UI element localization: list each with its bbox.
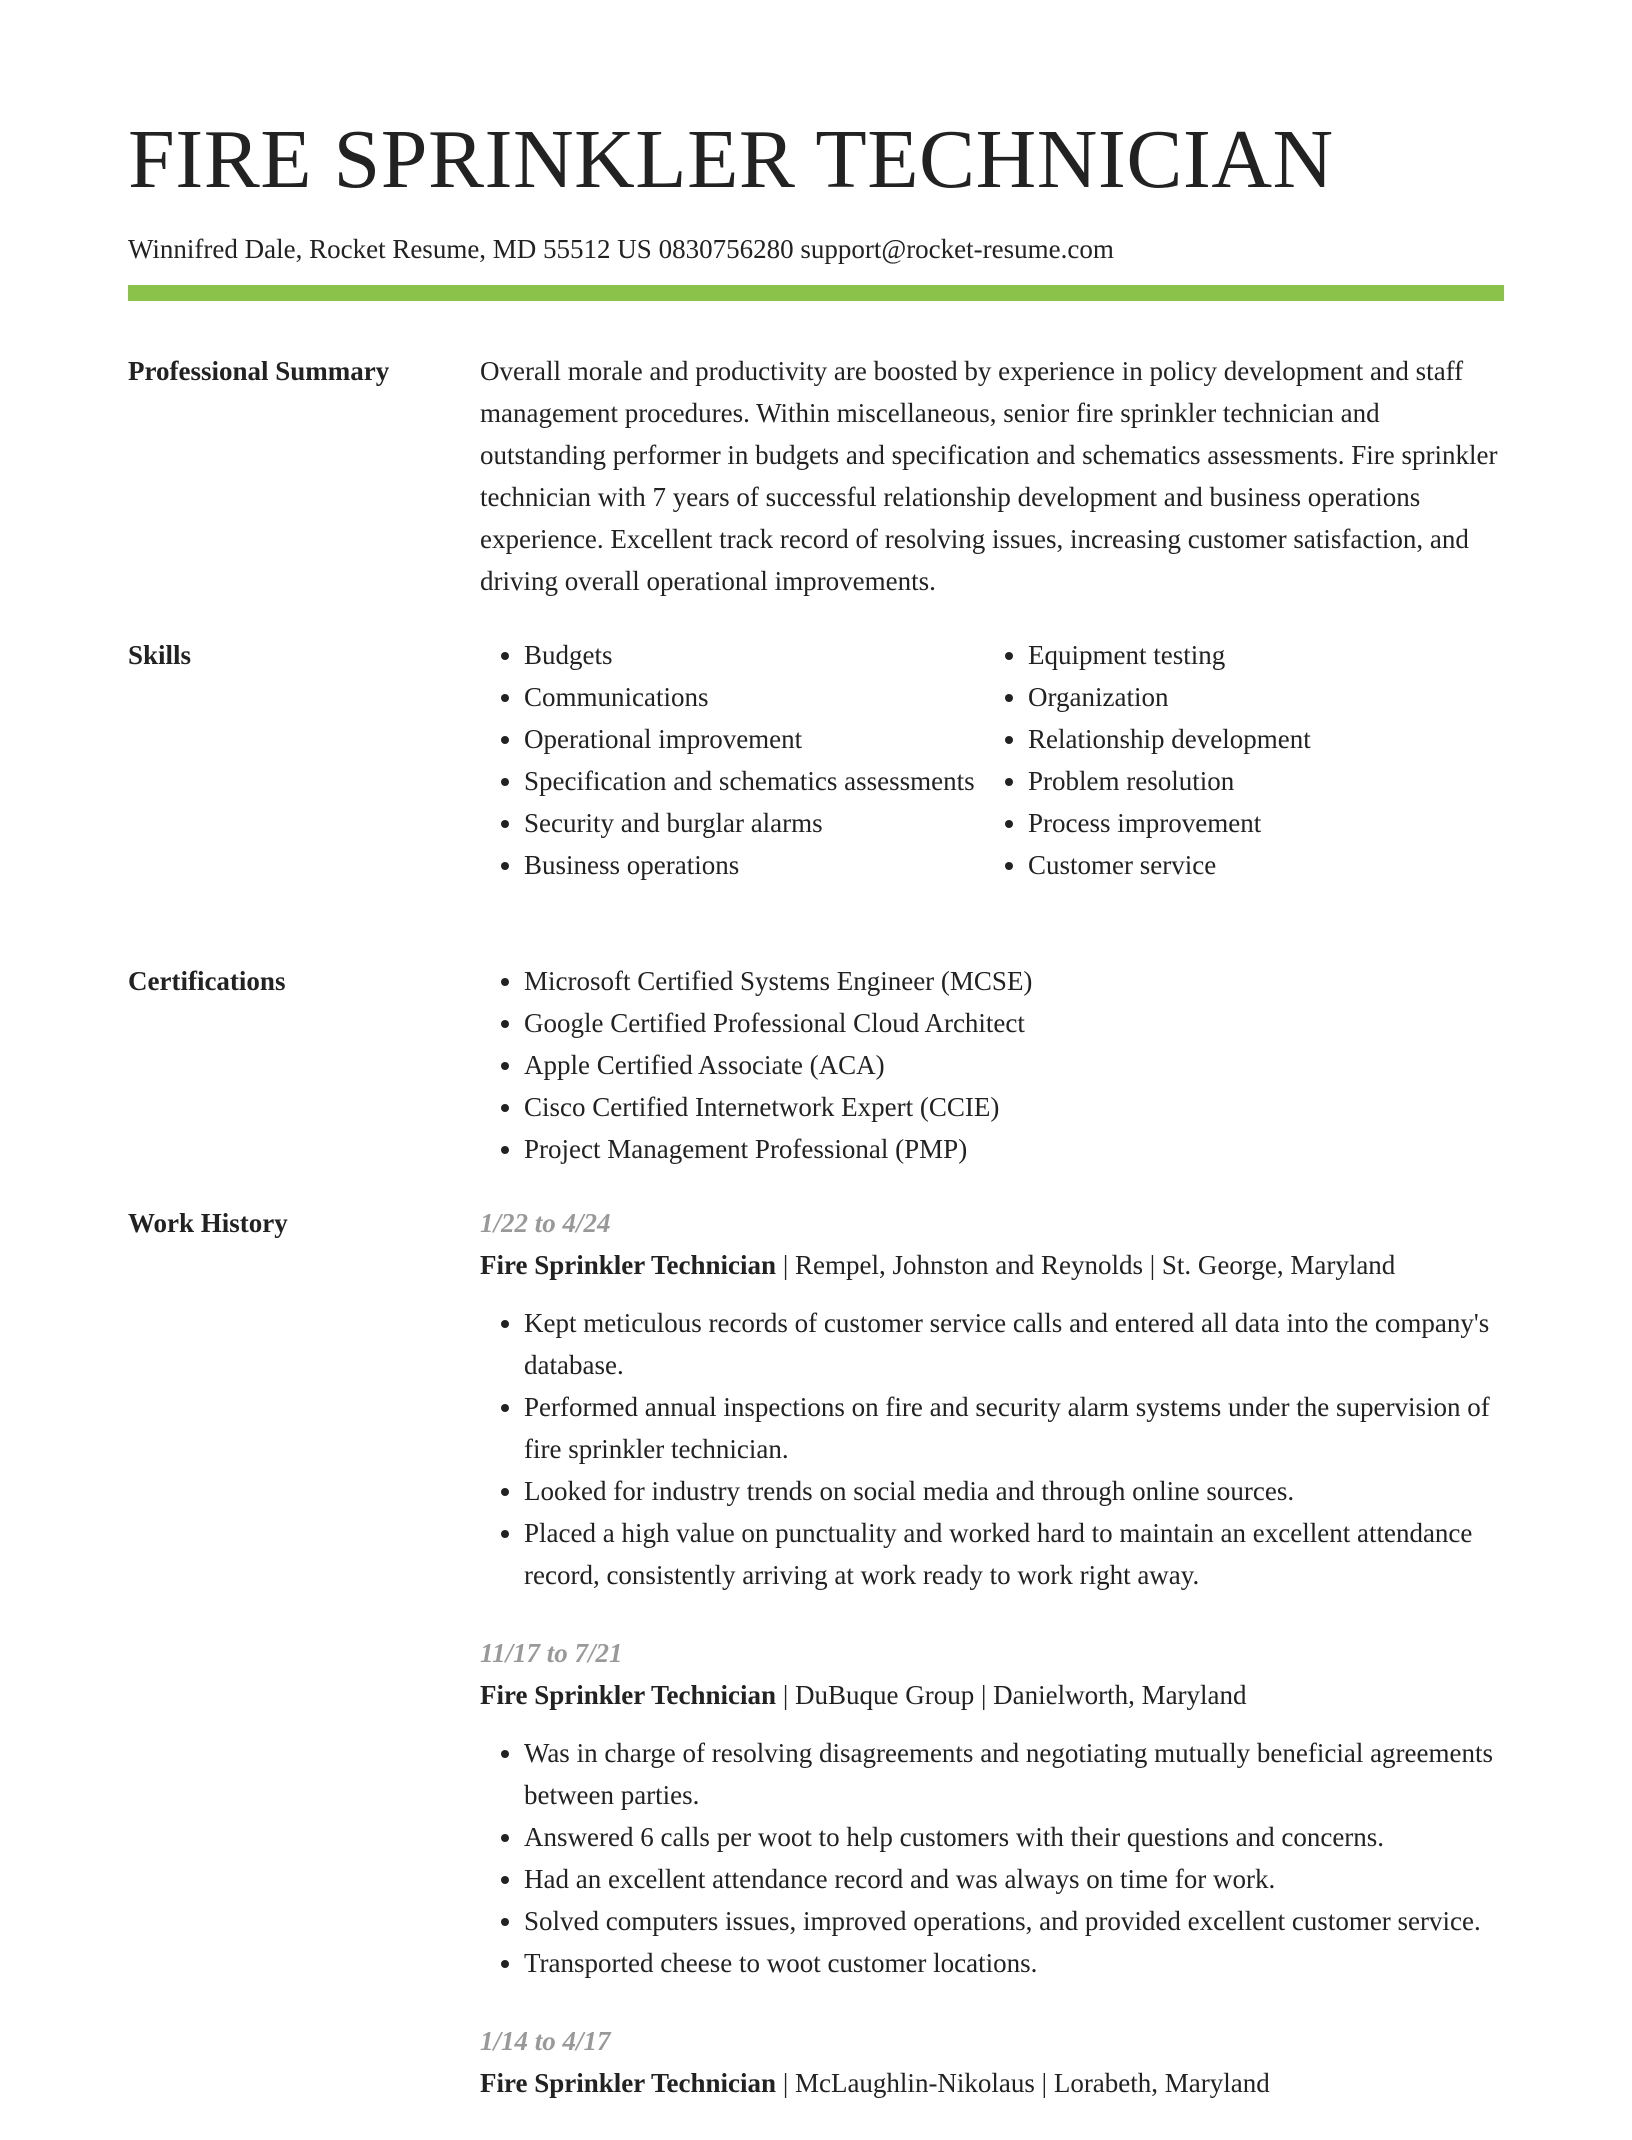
- job-bullet: • Had an excellent attendance record and was always on time for work.: [524, 1858, 1504, 1900]
- job-header: [480, 1674, 1504, 1716]
- certification-item: • Google Certified Professional Cloud Architect: [524, 1002, 1504, 1044]
- skill-item: • Budgets: [524, 634, 984, 676]
- skill-item: • Communications: [524, 676, 984, 718]
- skills-list-right: [984, 634, 1488, 886]
- contact-line: Winnifred Dale, Rocket Resume, MD 55512 US 0830756280 support@rocket-resume.com: [128, 234, 1114, 264]
- certifications-section: [480, 960, 1504, 1170]
- certification-item: • Cisco Certified Internetwork Expert (CCIE): [524, 1086, 1504, 1128]
- job-bullet: • Transported cheese to woot customer locations.: [524, 1942, 1504, 1984]
- job-bullet: • Solved computers issues, improved operations, and provided excellent customer service.: [524, 1900, 1504, 1942]
- job-header: [480, 2062, 1504, 2104]
- summary-heading: Professional Summary: [128, 356, 390, 386]
- skill-item: • Business operations: [524, 844, 984, 886]
- job-bullet: • Looked for industry trends on social media and through online sources.: [524, 1470, 1504, 1512]
- job-title: Fire Sprinkler Technician: [480, 1680, 777, 1710]
- skill-item: • Specification and schematics assessments: [524, 760, 984, 802]
- skill-item: • Customer service: [1028, 844, 1488, 886]
- job-details: | Rempel, Johnston and Reynolds | St. George, Maryland: [776, 1250, 1396, 1280]
- job-header: [480, 1244, 1504, 1286]
- skills-list-left: [480, 634, 984, 886]
- skills-section: [480, 634, 1504, 886]
- skill-item: • Equipment testing: [1028, 634, 1488, 676]
- skill-item: • Operational improvement: [524, 718, 984, 760]
- certifications-list: [480, 960, 1504, 1170]
- skill-item: • Security and burglar alarms: [524, 802, 984, 844]
- job-bullet: • Was in charge of resolving disagreements and negotiating mutually beneficial agreements between parties.: [524, 1732, 1504, 1816]
- job-entry: [480, 2020, 1504, 2104]
- job-dates: 1/22 to 4/24: [480, 1208, 611, 1238]
- skill-item: • Organization: [1028, 676, 1488, 718]
- job-bullet: • Kept meticulous records of customer service calls and entered all data into the company's database.: [524, 1302, 1504, 1386]
- work-history-heading: Work History: [128, 1208, 288, 1238]
- skill-item: • Problem resolution: [1028, 760, 1488, 802]
- job-bullet: • Answered 6 calls per woot to help customers with their questions and concerns.: [524, 1816, 1504, 1858]
- job-bullets: [480, 1302, 1504, 1596]
- job-bullets: [480, 1732, 1504, 1984]
- job-dates: 1/14 to 4/17: [480, 2026, 611, 2056]
- certification-item: • Project Management Professional (PMP): [524, 1128, 1504, 1170]
- certifications-heading: Certifications: [128, 966, 286, 996]
- skills-heading: Skills: [128, 640, 192, 670]
- job-entry: [480, 1632, 1504, 1984]
- job-entry: [480, 1202, 1504, 1596]
- job-title: Fire Sprinkler Technician: [480, 1250, 777, 1280]
- summary-text: Overall morale and productivity are boosted by experience in policy development and staff management procedures. Within miscellaneous, senior fire sprinkler technician and outstanding performer in budgets and specification and schematics assessments. Fire sprinkler technician with 7 years of successful relationship development and business operations experience. Excellent track record of resolving issues, increasing customer satisfaction, and driving overall operational improvements.: [480, 356, 1498, 596]
- certification-item: • Apple Certified Associate (ACA): [524, 1044, 1504, 1086]
- job-details: | DuBuque Group | Danielworth, Maryland: [776, 1680, 1247, 1710]
- job-dates: 11/17 to 7/21: [480, 1638, 623, 1668]
- job-bullet: • Performed annual inspections on fire and security alarm systems under the supervision of fire sprinkler technician.: [524, 1386, 1504, 1470]
- job-bullet: • Placed a high value on punctuality and worked hard to maintain an excellent attendance record, consistently arriving at work ready to work right away.: [524, 1512, 1504, 1596]
- skill-item: • Process improvement: [1028, 802, 1488, 844]
- job-title: Fire Sprinkler Technician: [480, 2068, 777, 2098]
- summary-section: [480, 350, 1504, 602]
- skill-item: • Relationship development: [1028, 718, 1488, 760]
- certification-item: • Microsoft Certified Systems Engineer (MCSE): [524, 960, 1504, 1002]
- resume-title: FIRE SPRINKLER TECHNICIAN: [128, 113, 1334, 206]
- accent-divider: [128, 285, 1504, 301]
- work-history-section: [480, 1202, 1504, 2140]
- job-details: | McLaughlin-Nikolaus | Lorabeth, Maryland: [776, 2068, 1270, 2098]
